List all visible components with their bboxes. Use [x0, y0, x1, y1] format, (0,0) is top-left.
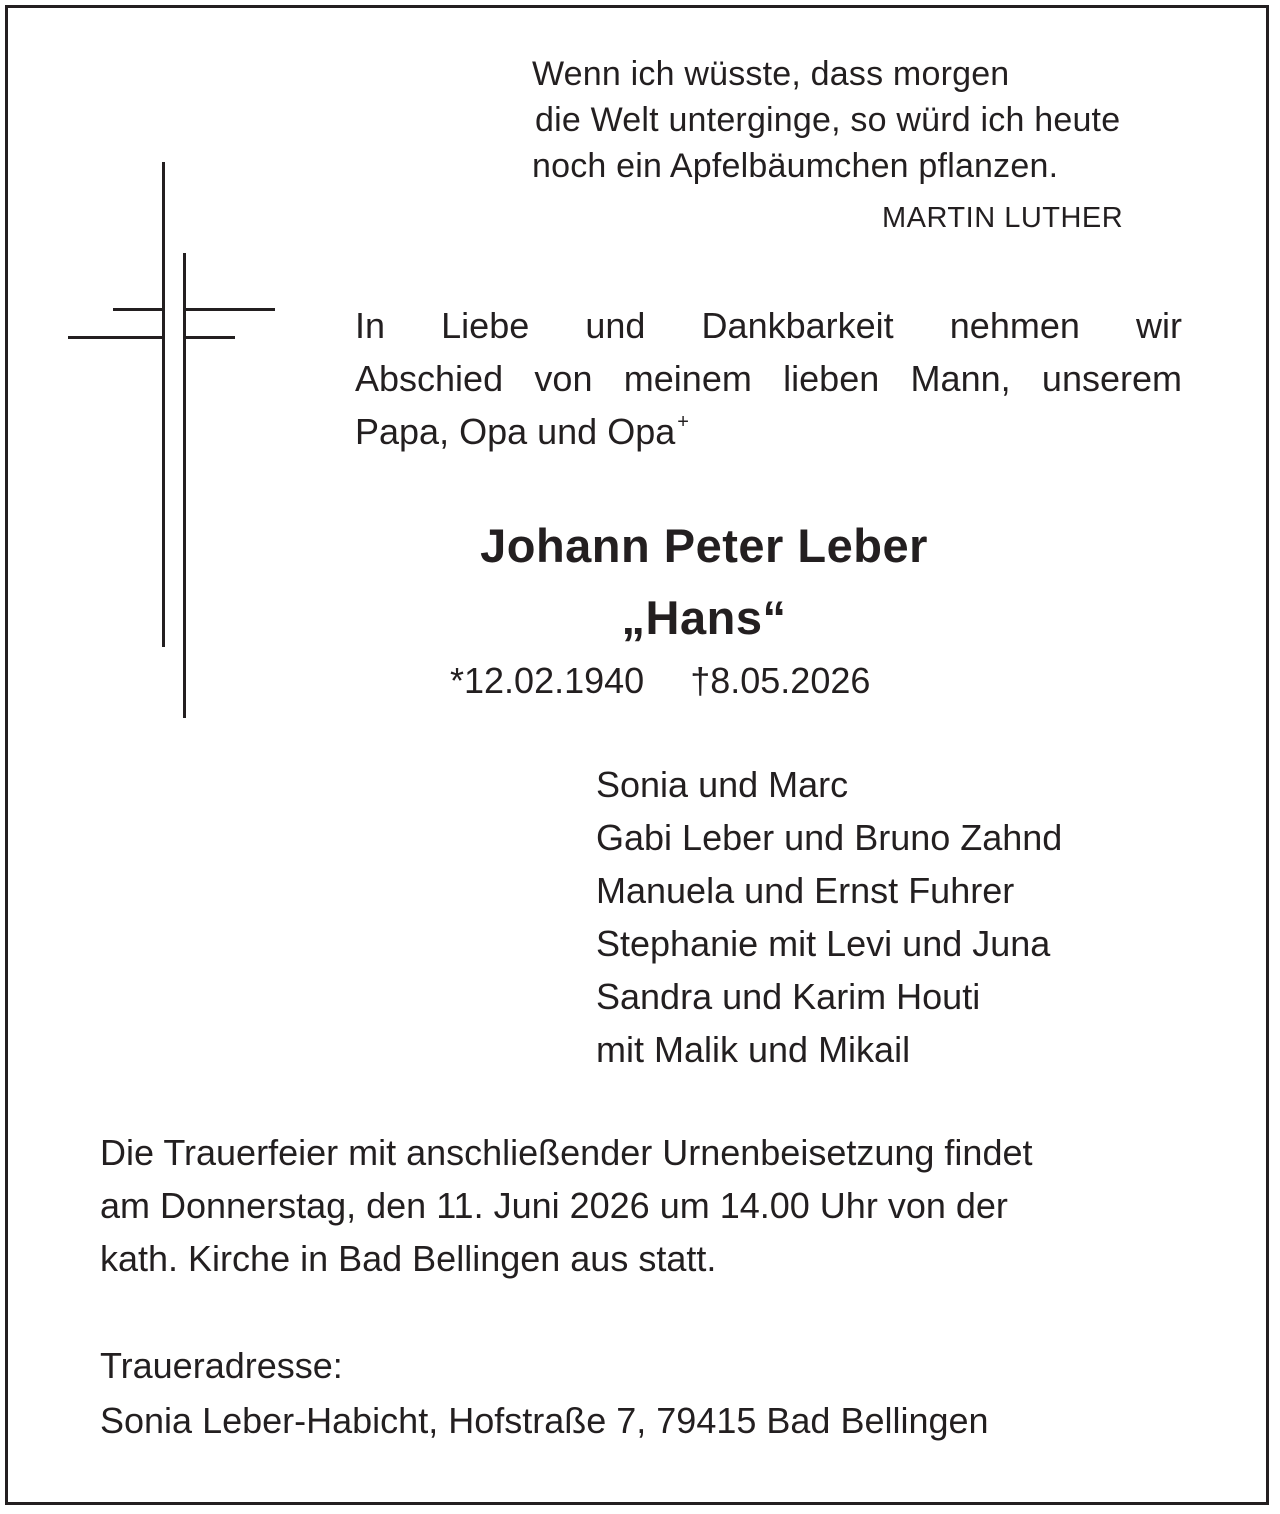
- deceased-nickname: „Hans“: [621, 591, 787, 644]
- ceremony-text: [100, 1126, 1032, 1285]
- address-value: Sonia Leber-Habicht, Hofstraße 7, 79415 Bad Bellingen: [100, 1400, 989, 1441]
- intro-text: [355, 299, 1182, 465]
- ceremony-line-3: kath. Kirche in Bad Bellingen aus statt.: [100, 1238, 717, 1279]
- death-date: †8.05.2026: [690, 660, 871, 701]
- family-line: Stephanie mit Levi und Juna: [596, 923, 1051, 964]
- quote-line-3: noch ein Apfelbäumchen pflanzen.: [532, 147, 1059, 185]
- deceased-name: Johann Peter Leber: [480, 519, 928, 572]
- quote-line-2: die Welt unterginge, so würd ich heute: [535, 101, 1121, 139]
- address-label: Traueradresse:: [100, 1345, 343, 1386]
- family-line: mit Malik und Mikail: [596, 1029, 911, 1070]
- family-list: [596, 758, 1062, 1076]
- intro-superscript: +: [677, 411, 689, 433]
- ceremony-line-2: am Donnerstag, den 11. Juni 2026 um 14.00 Uhr von der: [100, 1185, 1008, 1226]
- intro-line-1: In Liebe und Dankbarkeit nehmen wir: [355, 305, 1182, 346]
- mourning-address: [100, 1338, 989, 1448]
- life-dates: [450, 656, 870, 706]
- intro-line-3: [355, 405, 1182, 465]
- birth-date: *12.02.1940: [450, 660, 645, 701]
- family-line: Sandra und Karim Houti: [596, 976, 981, 1017]
- family-line: Sonia und Marc: [596, 764, 849, 805]
- quote-line-1: Wenn ich wüsste, dass morgen: [532, 55, 1010, 93]
- quote-author: MARTIN LUTHER: [882, 202, 1124, 234]
- family-line: Gabi Leber und Bruno Zahnd: [596, 817, 1063, 858]
- intro-line-3-text: Papa, Opa und Opa: [355, 411, 676, 452]
- ceremony-line-1: Die Trauerfeier mit anschließender Urnenbeisetzung findet: [100, 1132, 1033, 1173]
- family-line: Manuela und Ernst Fuhrer: [596, 870, 1015, 911]
- intro-line-2: Abschied von meinem lieben Mann, unserem: [355, 358, 1182, 399]
